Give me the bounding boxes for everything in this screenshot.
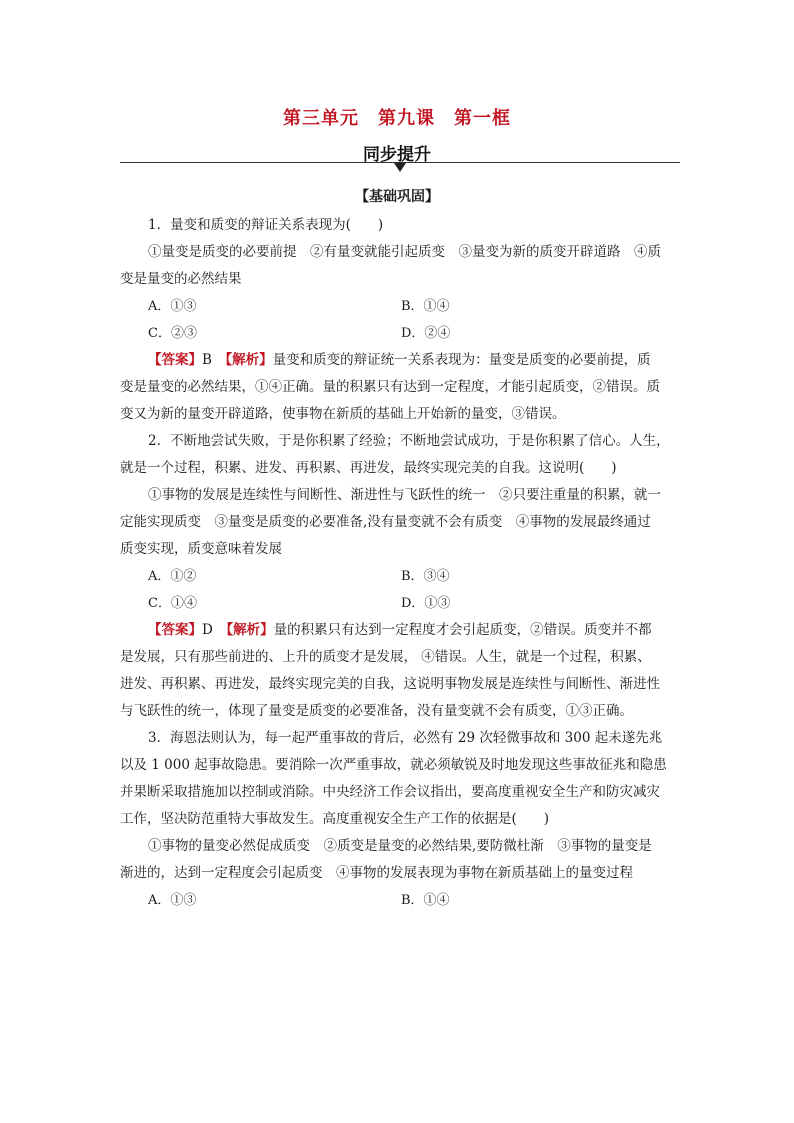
q1-statements-line2: 变是量变的必然结果 bbox=[120, 271, 242, 287]
q1-options-row1 bbox=[120, 293, 680, 320]
q3-option-b: B．①④ bbox=[401, 893, 450, 908]
q1-explanation-line2: 变是量变的必然结果，①④正确。量的积累只有达到一定程度，才能引起质变，②错误。质 bbox=[120, 379, 660, 395]
triangle-down-icon bbox=[394, 163, 406, 172]
q3-statements-line2: 渐进的，达到一定程度会引起质变 ④事物的发展表现为事物在新质基础上的量变过程 bbox=[120, 865, 633, 881]
questions bbox=[120, 212, 680, 914]
q2-answer-line1 bbox=[120, 617, 680, 644]
q3-option-a: A．①③ bbox=[148, 893, 197, 908]
q2-explanation-text1: 量的积累只有达到一定程度才会引起质变，②错误。质变并不都 bbox=[273, 622, 652, 638]
q2-statements-line2: 定能实现质变 ③量变是质变的必要准备,没有量变就不会有质变 ④事物的发展最终通过 bbox=[120, 514, 651, 530]
q1-option-a: A．①③ bbox=[148, 299, 197, 314]
q2-answer-tag: 【答案】 bbox=[148, 622, 202, 638]
q2-options-row2 bbox=[120, 590, 680, 617]
page-title: 第三单元 第九课 第一框 bbox=[283, 108, 511, 129]
q2-explanation-line4: 与飞跃性的统一，体现了量变是质变的必要准备，没有量变就不会有质变，①③正确。 bbox=[120, 703, 633, 719]
q2-options-row1 bbox=[120, 563, 680, 590]
q1-explanation-line3: 变又为新的量变开辟道路，使事物在新质的基础上开始新的量变，③错误。 bbox=[120, 406, 566, 422]
q1-options-row2 bbox=[120, 320, 680, 347]
page-subtitle: 同步提升 bbox=[363, 145, 431, 165]
q1-option-b: B．①④ bbox=[401, 299, 450, 314]
q2-explanation-line3: 进发、再积累、再进发，最终实现完美的自我，这说明事物发展是连续性与间断性、渐进性 bbox=[120, 676, 660, 692]
q1-explanation-text1: 量变和质变的辩证统一关系表现为：量变是质变的必要前提，质 bbox=[272, 352, 651, 368]
q2-stem-line1: 2．不断地尝试失败，于是你积累了经验；不断地尝试成功，于是你积累了信心。人生， bbox=[148, 433, 670, 449]
q3-statements-line1: ①事物的量变必然促成质变 ②质变是量变的必然结果,要防微杜渐 ③事物的量变是 bbox=[148, 838, 652, 854]
q1-answer-tag: 【答案】 bbox=[148, 352, 202, 368]
q2-option-b: B．③④ bbox=[401, 569, 450, 584]
q3-options-row1 bbox=[120, 887, 680, 914]
q1-option-d: D．②④ bbox=[401, 326, 451, 341]
q1-answer-line1 bbox=[120, 347, 680, 374]
q1-option-c: C．②③ bbox=[148, 326, 197, 341]
q2-explanation-tag: 【解析】 bbox=[226, 622, 274, 638]
q3-stem-line4: 工作，坚决防范重特大事故发生。高度重视安全生产工作的依据是( ) bbox=[120, 811, 550, 827]
q3-stem-line2: 以及 1 000 起事故隐患。要消除一次严重事故，就必须敏锐及时地发现这些事故征兆和隐患 bbox=[120, 757, 667, 773]
q2-option-d: D．①③ bbox=[401, 596, 451, 611]
q2-stem-line2: 就是一个过程，积累、进发、再积累、再进发，最终实现完美的自我。这说明( ) bbox=[120, 460, 617, 476]
q2-answer-value: D bbox=[202, 622, 213, 638]
q1-answer-value: B bbox=[202, 352, 212, 368]
q1-stem: 1．量变和质变的辩证关系表现为( ) bbox=[148, 217, 384, 233]
q2-statements-line3: 质变实现，质变意味着发展 bbox=[120, 541, 282, 557]
q1-statements-line1: ①量变是质变的必要前提 ②有量变就能引起质变 ③量变为新的质变开辟道路 ④质 bbox=[148, 244, 661, 260]
section-heading: 【基础巩固】 bbox=[355, 189, 439, 205]
q2-option-a: A．①② bbox=[148, 569, 197, 584]
q2-option-c: C．①④ bbox=[148, 596, 197, 611]
q1-explanation-tag: 【解析】 bbox=[225, 352, 273, 368]
q2-statements-line1: ①事物的发展是连续性与间断性、渐进性与飞跃性的统一 ②只要注重量的积累，就一 bbox=[148, 487, 661, 503]
q3-stem-line1: 3．海恩法则认为，每一起严重事故的背后，必然有 29 次轻微事故和 300 起未遂先兆 bbox=[148, 730, 663, 746]
q3-stem-line3: 并果断采取措施加以控制或消除。中央经济工作会议指出，要高度重视安全生产和防灾减灾 bbox=[120, 784, 660, 800]
q2-explanation-line2: 是发展，只有那些前进的、上升的质变才是发展， ④错误。人生，就是一个过程，积累、 bbox=[120, 649, 651, 665]
